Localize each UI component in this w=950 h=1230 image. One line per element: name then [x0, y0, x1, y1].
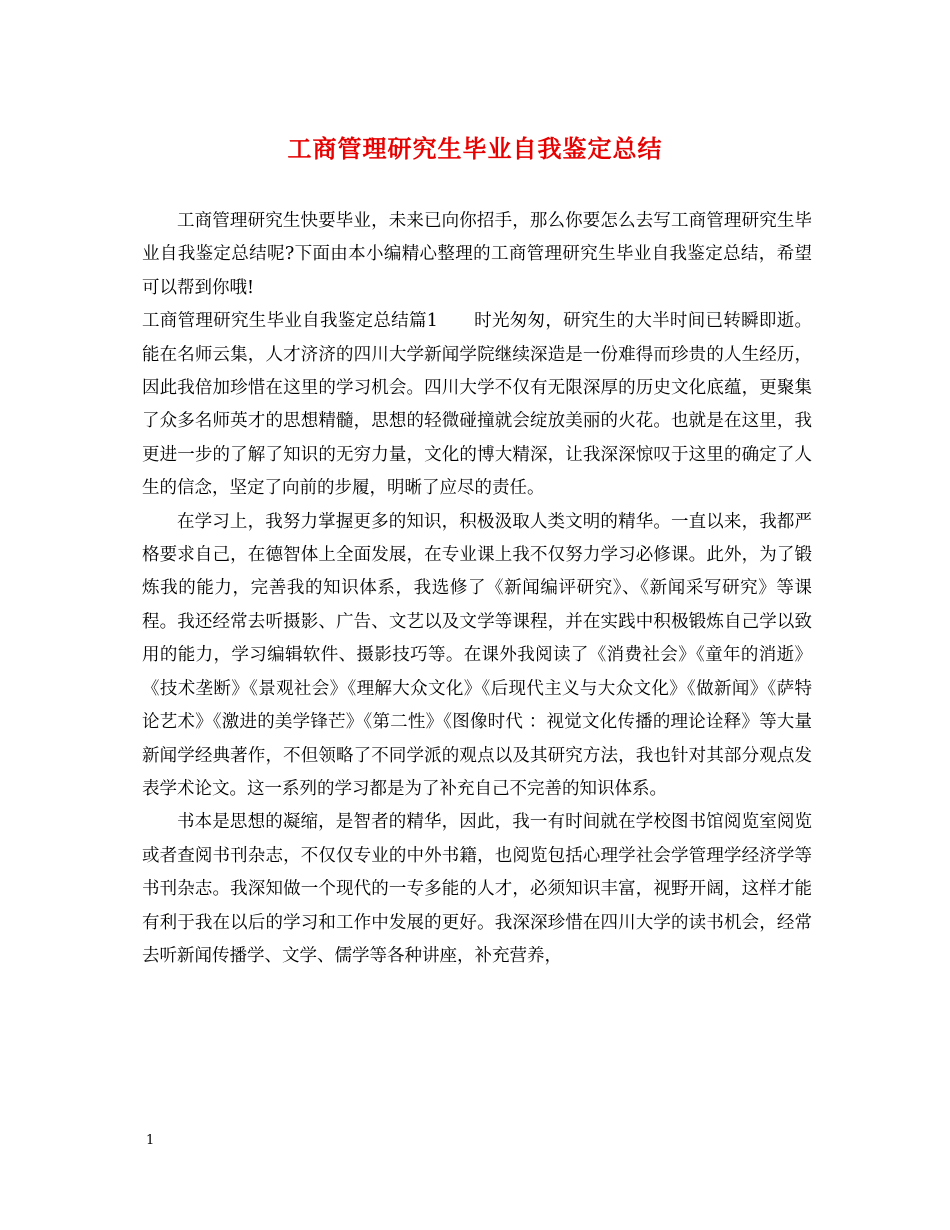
study-paragraph: 在学习上，我努力掌握更多的知识，积极汲取人类文明的精华。一直以来，我都严格要求自己，在德智体上全面发展，在专业课上我不仅努力学习必修课。此外，为了锻炼我的能力，完善我的知识体系，我选修了《新闻编评研究》、《新闻采写研究》等课程。我还经常去听摄影、广告、文艺以及文学等课程，并在实践中积极锻炼自己学以致用的能力，学习编辑软件、摄影技巧等。在课外我阅读了《消费社会》《童年的消逝》《技术垄断》《景观社会》《理解大众文化》《后现代主义与大众文化》《做新闻》《萨特论艺术》《激进的美学锋芒》《第二性》《图像时代 ：视觉文化传播的理论诠释》等大量新闻学经典著作，不但领略了不同学派的观点以及其研究方法，我也针对其部分观点发表学术论文。这一系列的学习都是为了补充自己不完善的知识体系。 — [142, 511, 812, 799]
document-body — [142, 205, 812, 973]
page-number: 1 — [146, 1133, 155, 1148]
section-heading: 工商管理研究生毕业自我鉴定总结篇1 — [142, 311, 438, 332]
section-1-paragraph — [142, 305, 812, 505]
document-title: 工商管理研究生毕业自我鉴定总结 — [287, 134, 663, 163]
section-1-text: 时光匆匆，研究生的大半时间已转瞬即逝。能在名师云集，人才济济的四川大学新闻学院继续深造是一份难得而珍贵的人生经历，因此我倍加珍惜在这里的学习机会。四川大学不仅有无限深厚的历史文化底蕴，更聚集了众多名师英才的思想精髓，思想的轻微碰撞就会绽放美丽的火花。也就是在这里，我更进一步的了解了知识的无穷力量，文化的博大精深，让我深深惊叹于这里的确定了人生的信念，坚定了向前的步履，明晰了应尽的责任。 — [142, 311, 812, 499]
reading-paragraph: 书本是思想的凝缩，是智者的精华，因此，我一有时间就在学校图书馆阅览室阅览或者查阅书刊杂志，不仅仅专业的中外书籍，也阅览包括心理学社会学管理学经济学等书刊杂志。我深知做一个现代的一专多能的人才，必须知识丰富，视野开阔，这样才能有利于我在以后的学习和工作中发展的更好。我深深珍惜在四川大学的读书机会，经常去听新闻传播学、文学、儒学等各种讲座，补充营养， — [142, 812, 812, 966]
intro-paragraph: 工商管理研究生快要毕业，未来已向你招手，那么你要怎么去写工商管理研究生毕业自我鉴定总结呢?下面由本小编精心整理的工商管理研究生毕业自我鉴定总结，希望可以帮到你哦! — [142, 211, 812, 298]
